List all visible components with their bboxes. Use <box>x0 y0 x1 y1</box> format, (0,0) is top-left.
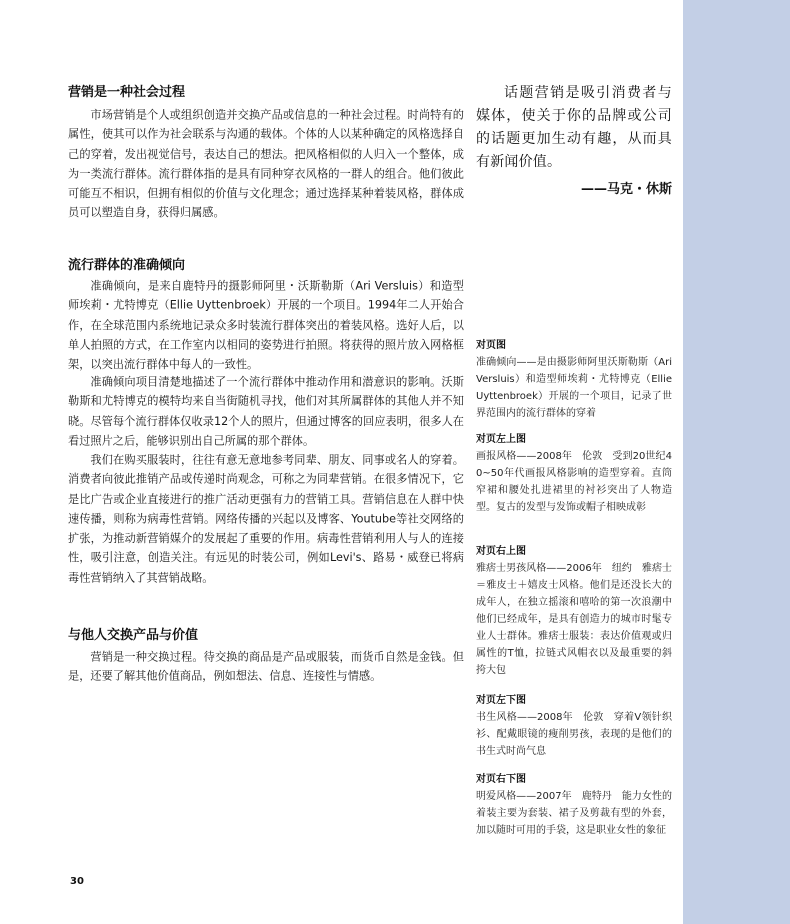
caption-top-left <box>476 432 672 516</box>
caption-title: 对页左下图 <box>476 695 526 706</box>
caption-bottom-left <box>476 693 672 760</box>
caption-title: 对页左上图 <box>476 434 526 445</box>
side-color-band <box>683 0 790 924</box>
caption-title: 对页右上图 <box>476 546 526 557</box>
page-number: 30 <box>70 876 84 887</box>
caption-opposite <box>476 338 672 422</box>
body-paragraph: 营销是一种交换过程。待交换的商品是产品或服装，而货币自然是金钱。但是，还要了解其他价值商品，例如想法、信息、连接性与情感。 <box>68 650 464 684</box>
body-paragraph: 准确倾向项目清楚地描述了一个流行群体中推动作用和潜意识的影响。沃斯勒斯和尤特博克的模特均来自当街随机寻找，他们对其所属群体的其他人并不知晓。尽管每个流行群体仅收录12个人的照片，但通过博客的回应表明，很多人在看过照片之后，能够识别出自己所属的那个群体。 <box>68 375 464 448</box>
section-body-exactitudes <box>68 276 464 585</box>
caption-top-right <box>476 544 672 679</box>
caption-text: 画报风格——2008年 伦敦 受到20世纪40~50年代画报风格影响的造型穿着。直筒窄裙和腰处扎进裙里的衬衫突出了人物造型。复古的发型与发饰或帽子相映成彰 <box>476 451 672 513</box>
section-heading-exactitudes: 流行群体的准确倾向 <box>68 258 186 273</box>
body-paragraph: 市场营销是个人或组织创造并交换产品或信息的一种社会过程。时尚特有的属性，使其可以作为社会联系与沟通的载体。个体的人以某种确定的风格选择自己的穿着，发出视觉信号，表达自己的想法。把风格相似的人归入一个整体，成为一类流行群体。流行群体指的是具有同种穿衣风格的一群人的组合。他们彼此可能互不相识，但拥有相似的价值与文化理念；通过选择某种着装风格，群体成员可以塑造自身，获得归属感。 <box>68 108 464 220</box>
section-heading-social-process: 营销是一种社会过程 <box>68 85 186 100</box>
body-paragraph: 我们在购买服装时，往往有意无意地参考同辈、朋友、同事或名人的穿着。消费者向彼此推销产品或传递时尚观念，可称之为同辈营销。在很多情况下，它是比广告或企业直接进行的推广活动更强有力的营销工具。营销信息在人群中快速传播，则称为病毒性营销。网络传播的兴起以及博客、Youtube等社交网络的扩张，为推动新营销媒介的发展起了重要的作用。病毒性营销利用人与人的连接性，吸引注意，创造关注。有远见的时装公司，例如Levi's、路易・威登已将病毒性营销纳入了其营销战略。 <box>68 452 464 585</box>
section-heading-exchange: 与他人交换产品与价值 <box>68 628 199 643</box>
caption-text: 雅痞士男孩风格——2006年 纽约 雅痞士＝雅皮士＋嬉皮士风格。他们是还没长大的成年人，在独立摇滚和嘻哈的第一次浪潮中他们已经成年，是具有创造力的城市时髦专业人士群体。雅痞士服装：表达价值观或归属性的T恤，拉链式风帽衣以及最重要的斜挎大包 <box>476 563 672 676</box>
caption-text: 书生风格——2008年 伦敦 穿着V领针织衫、配戴眼镜的瘦削男孩，表现的是他们的书生式时尚气息 <box>476 712 672 757</box>
body-paragraph: 准确倾向，是来自鹿特丹的摄影师阿里・沃斯勒斯（Ari Versluis）和造型师埃莉・尤特博克（Ellie Uyttenbroek）开展的一个项目。1994年二人开始合作，在全球范围内系统地记录众多时装流行群体突出的着装风格。选好人后，以单人拍照的方式，在工作室内以相同的姿势进行拍照。将获得的照片放入网格框架，以突出流行群体中每人的一致性。 <box>68 279 464 372</box>
section-body-social-process <box>68 105 464 221</box>
caption-title: 对页图 <box>476 340 506 351</box>
pull-quote <box>476 82 672 201</box>
caption-text: 明爱风格——2007年 鹿特丹 能力女性的着装主要为套装、裙子及剪裁有型的外套，加以随时可用的手袋，这是职业女性的象征 <box>476 791 672 836</box>
section-body-exchange <box>68 647 464 686</box>
caption-text: 准确倾向——是由摄影师阿里沃斯勒斯（Ari Versluis）和造型师埃莉・尤特博克（Ellie Uyttenbroek）开展的一个项目，记录了世界范围内的流行群体的穿着 <box>476 357 672 419</box>
caption-bottom-right <box>476 772 672 839</box>
quote-author: ——马克・休斯 <box>580 182 672 197</box>
quote-text: 话题营销是吸引消费者与媒体，使关于你的品牌或公司的话题更加生动有趣，从而具有新闻价值。 <box>476 85 672 170</box>
caption-title: 对页右下图 <box>476 774 526 785</box>
